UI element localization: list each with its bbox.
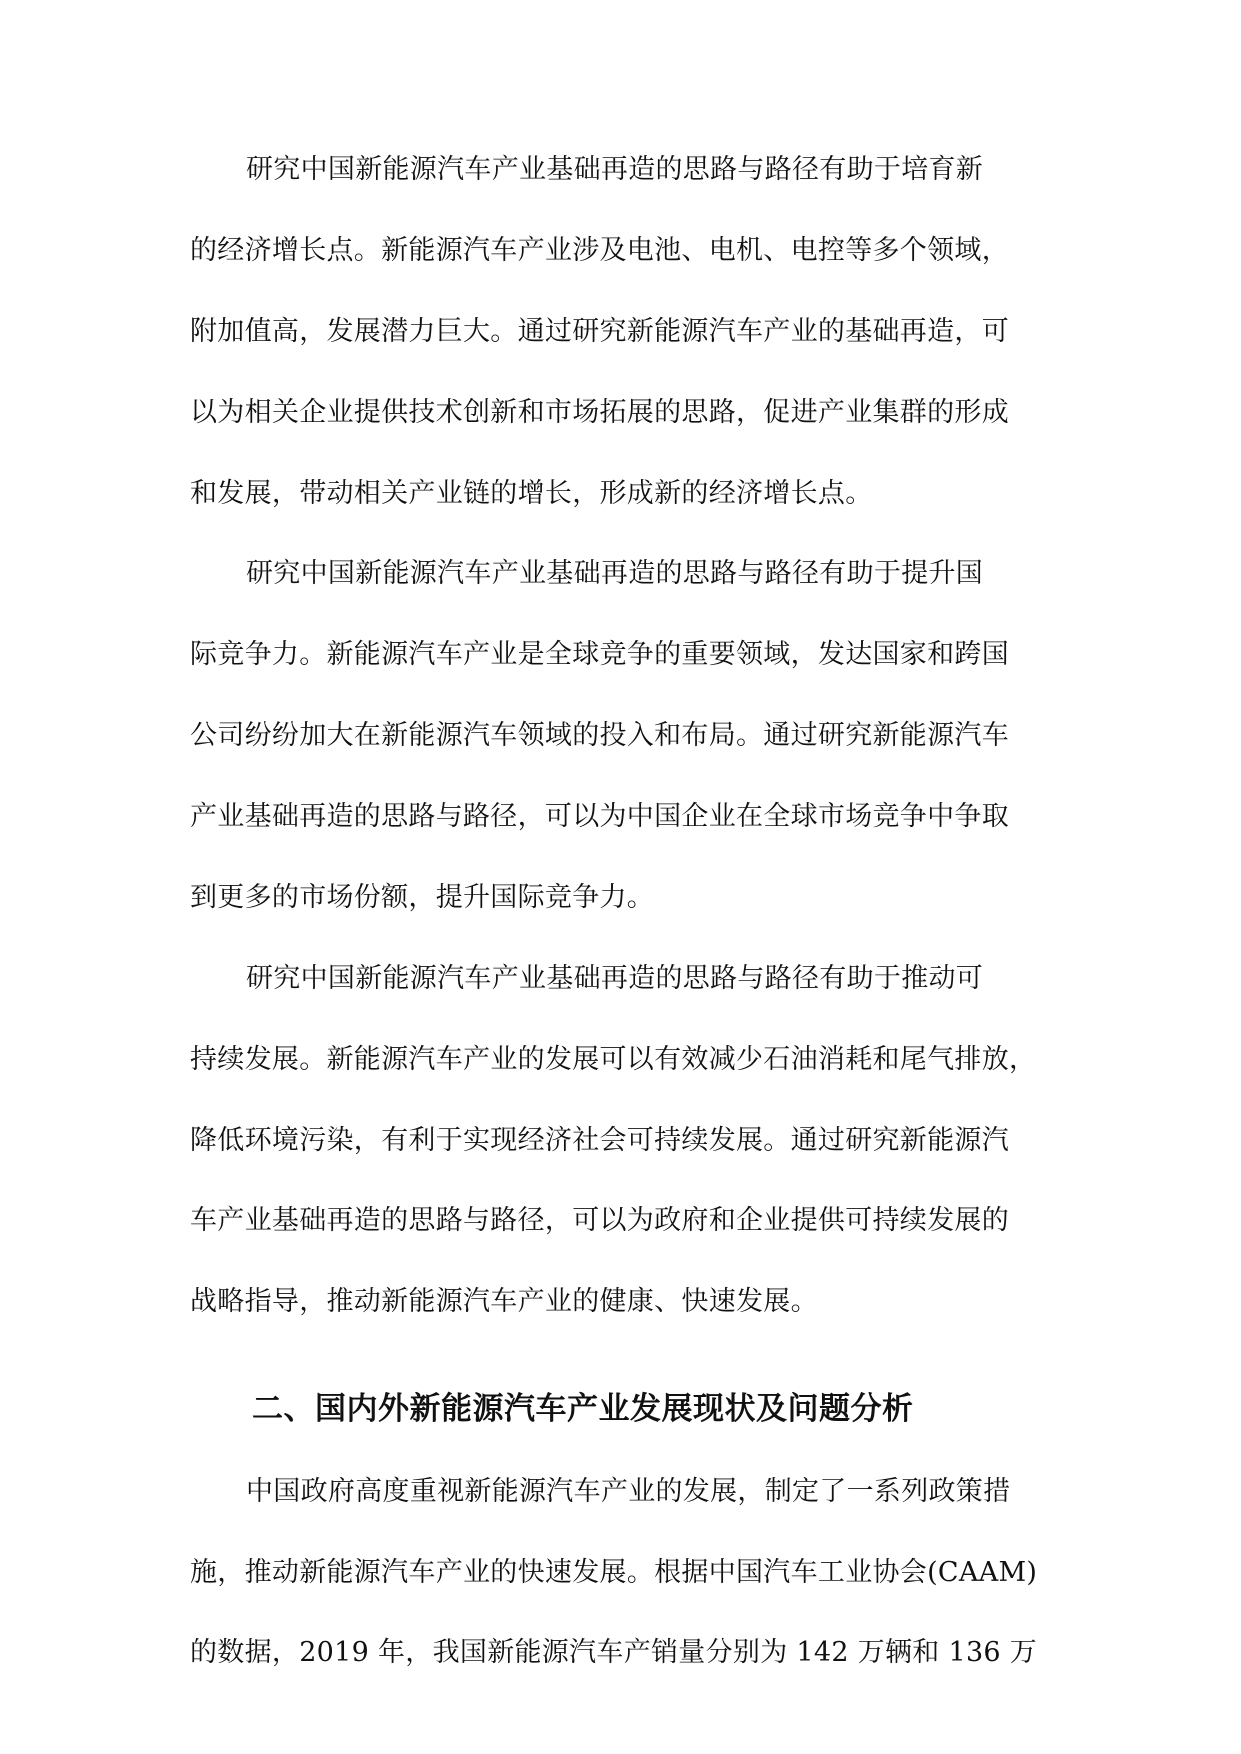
paragraph-2-line-1: 研究中国新能源汽车产业基础再造的思路与路径有助于提升国 (246, 558, 984, 589)
paragraph-2-line-4: 产业基础再造的思路与路径，可以为中国企业在全球市场竞争中争取 (190, 801, 1009, 832)
paragraph-3-line-2: 持续发展。新能源汽车产业的发展可以有效减少石油消耗和尾气排放， (190, 1044, 1037, 1075)
paragraph-3-line-1: 研究中国新能源汽车产业基础再造的思路与路径有助于推动可 (246, 963, 984, 994)
paragraph-1-line-4: 以为相关企业提供技术创新和市场拓展的思路，促进产业集群的形成 (190, 397, 1009, 428)
paragraph-1-line-5: 和发展，带动相关产业链的增长，形成新的经济增长点。 (190, 478, 873, 509)
section-heading: 二、国内外新能源汽车产业发展现状及问题分析 (252, 1391, 914, 1427)
paragraph-3-line-4: 车产业基础再造的思路与路径，可以为政府和企业提供可持续发展的 (190, 1205, 1009, 1236)
paragraph-2-line-5: 到更多的市场份额，提升国际竞争力。 (190, 882, 655, 913)
paragraph-1-line-3: 附加值高，发展潜力巨大。通过研究新能源汽车产业的基础再造，可 (190, 316, 1009, 347)
paragraph-3-line-3: 降低环境污染，有利于实现经济社会可持续发展。通过研究新能源汽 (190, 1125, 1009, 1156)
paragraph-1-line-1: 研究中国新能源汽车产业基础再造的思路与路径有助于培育新 (246, 154, 984, 185)
paragraph-4-line-1: 中国政府高度重视新能源汽车产业的发展，制定了一系列政策措 (246, 1476, 1011, 1507)
paragraph-3-line-5: 战略指导，推动新能源汽车产业的健康、快速发展。 (190, 1286, 818, 1317)
paragraph-2-line-3: 公司纷纷加大在新能源汽车领域的投入和布局。通过研究新能源汽车 (190, 720, 1009, 751)
paragraph-2-line-2: 际竞争力。新能源汽车产业是全球竞争的重要领域，发达国家和跨国 (190, 639, 1009, 670)
paragraph-1-line-2: 的经济增长点。新能源汽车产业涉及电池、电机、电控等多个领域， (190, 235, 1009, 266)
paragraph-4-line-2: 施，推动新能源汽车产业的快速发展。根据中国汽车工业协会(CAAM) (190, 1557, 1038, 1588)
paragraph-4-line-3: 的数据，2019 年，我国新能源汽车产销量分别为 142 万辆和 136 万 (190, 1637, 1038, 1668)
